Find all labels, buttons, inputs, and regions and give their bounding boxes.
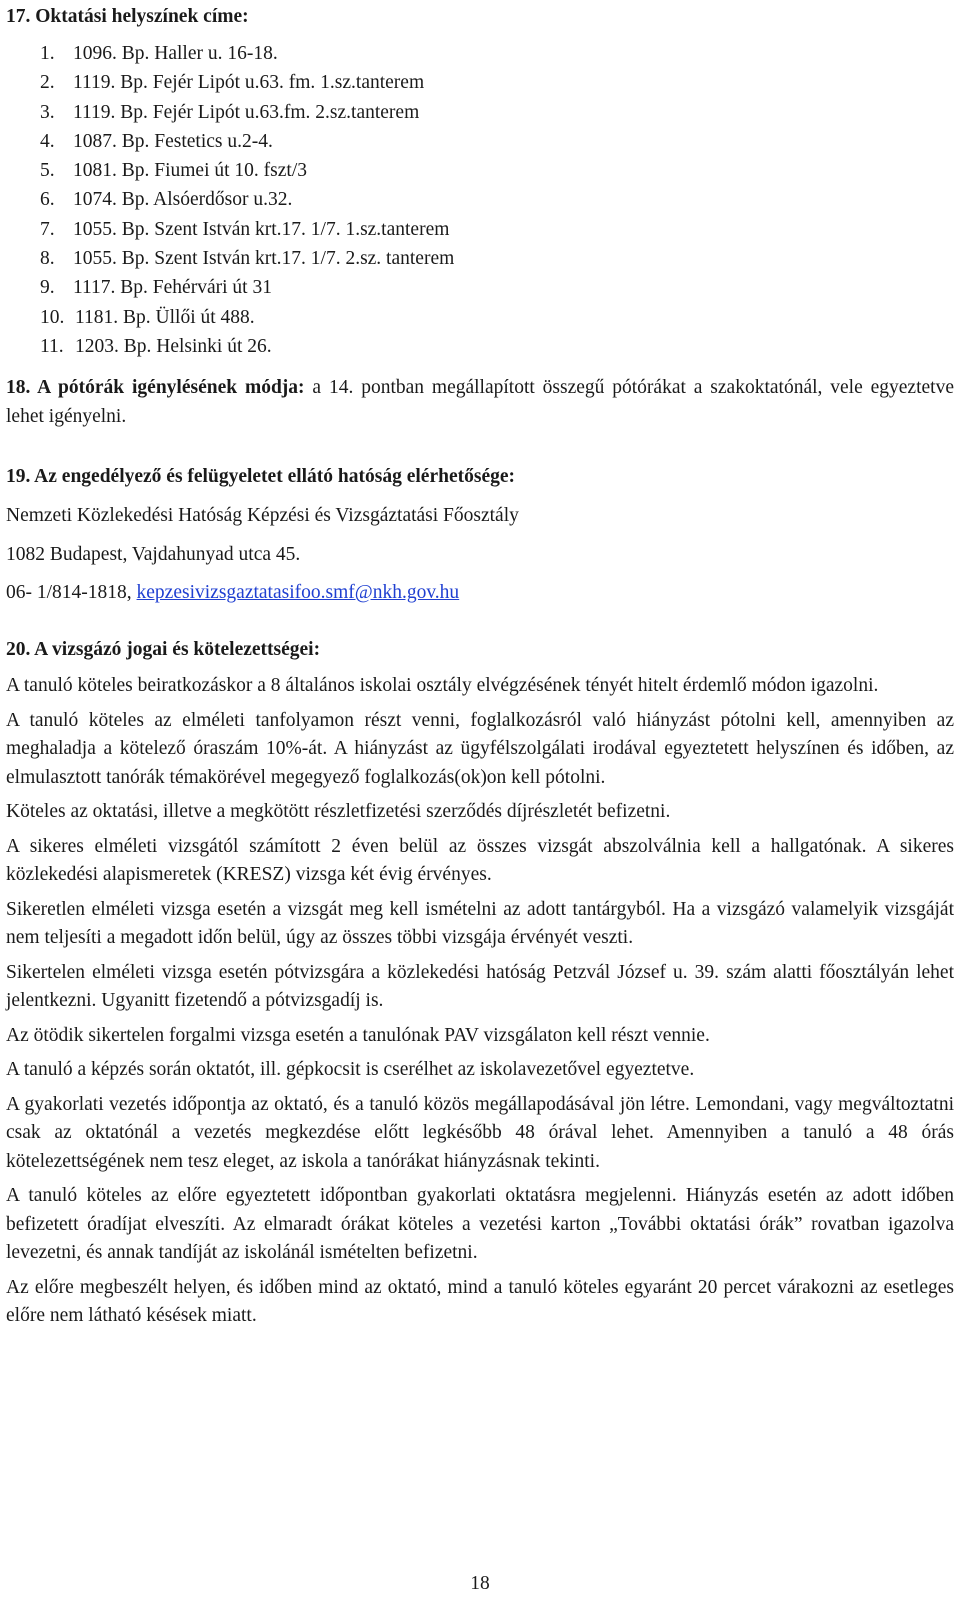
address-number: 10. <box>40 306 65 328</box>
address-item <box>40 185 454 214</box>
address-text: 1203. Bp. Helsinki út 26. <box>75 335 272 357</box>
authority-phone: 06- 1/814-1818, <box>6 582 137 603</box>
address-list <box>40 39 454 361</box>
address-text: 1096. Bp. Haller u. 16-18. <box>73 43 278 64</box>
section-17 <box>6 2 954 32</box>
address-number: 9. <box>40 277 55 299</box>
address-text: 1087. Bp. Festetics u.2-4. <box>73 130 273 152</box>
section-17-title: 17. Oktatási helyszínek címe: <box>6 6 249 27</box>
rights-paragraph: A gyakorlati vezetés időpontja az oktató, és a tanuló közös megállapodásával jön létre. Lemondani, vagy megváltoztatni csak az oktatónál a vezetés megkezdése előtt legkésőbb 48 órával lehet. Amennyiben a tanuló a 48 órás kötelezettségének nem tesz eleget, az iskola a tanórákat hiányzásnak tekinti. <box>6 1093 954 1172</box>
authority-address: 1082 Budapest, Vajdahunyad utca 45. <box>6 543 301 565</box>
address-text: 1119. Bp. Fejér Lipót u.63.fm. 2.sz.tanterem <box>73 101 420 123</box>
address-text: 1055. Bp. Szent István krt.17. 1/7. 2.sz. tanterem <box>73 248 455 270</box>
address-item <box>40 39 454 68</box>
address-item <box>40 273 454 302</box>
address-item <box>40 68 454 97</box>
rights-paragraph: A sikeres elméleti vizsgától számított 2 éven belül az összes vizsgát abszolválnia kell a hallgatónak. A sikeres közlekedési alapismeretek (KRESZ) vizsga két évig érvényes. <box>6 835 954 885</box>
address-item <box>40 98 454 127</box>
rights-paragraph: Az ötödik sikertelen forgalmi vizsga esetén a tanulónak PAV vizsgálaton kell részt vennie. <box>6 1024 710 1046</box>
address-text: 1119. Bp. Fejér Lipót u.63. fm. 1.sz.tanterem <box>73 72 425 94</box>
address-text: 1081. Bp. Fiumei út 10. fszt/3 <box>73 160 307 182</box>
address-number: 1. <box>40 43 55 64</box>
rights-paragraph: Sikertelen elméleti vizsga esetén pótvizsgára a közlekedési hatóság Petzvál József u. 39. szám alatti főosztályán lehet jelentkezni. Ugyanitt fizetendő a pótvizsgadíj is. <box>6 961 954 1011</box>
section-19-title: 19. Az engedélyező és felügyeletet ellátó hatóság elérhetősége: <box>6 466 515 487</box>
rights-paragraph: Az előre megbeszélt helyen, és időben mind az oktató, mind a tanuló köteles egyaránt 20 percet várakozni az esetleges előre nem látható késések miatt. <box>6 1276 954 1326</box>
address-number: 8. <box>40 248 55 270</box>
authority-email-link[interactable]: kepzesivizsgaztatasifoo.smf@nkh.gov.hu <box>136 582 460 603</box>
address-number: 7. <box>40 218 55 240</box>
rights-paragraph: Köteles az oktatási, illetve a megkötött részletfizetési szerződés díjrészletét befizetni. <box>6 801 671 822</box>
address-item <box>40 127 454 156</box>
section-18-paragraph <box>6 374 954 431</box>
rights-paragraph: A tanuló köteles beiratkozáskor a 8 általános iskolai osztály elvégzésének tényét hitelt érdemlő módon igazolni. <box>6 675 879 696</box>
address-item <box>40 332 454 361</box>
address-item <box>40 156 454 185</box>
authority-name: Nemzeti Közlekedési Hatóság Képzési és Vizsgáztatási Főosztály <box>6 505 519 526</box>
section-19 <box>6 462 954 608</box>
section-18 <box>6 374 954 431</box>
address-item <box>40 215 454 244</box>
address-text: 1055. Bp. Szent István krt.17. 1/7. 1.sz.tanterem <box>73 218 450 240</box>
rights-paragraph: Sikeretlen elméleti vizsga esetén a vizsgát meg kell ismételni az adott tantárgyból. Ha a vizsgázó valamelyik vizsgáját nem teljesíti a megadott időn belül, úgy az összes többi vizsgája érvényét veszti. <box>6 898 954 948</box>
address-text: 1117. Bp. Fehérvári út 31 <box>73 277 272 299</box>
address-number: 11. <box>40 335 64 357</box>
address-item <box>40 303 454 332</box>
address-text: 1074. Bp. Alsóerdősor u.32. <box>73 189 293 211</box>
section-18-title: 18. A pótórák igénylésének módja: <box>6 377 305 398</box>
rights-paragraph: A tanuló köteles az előre egyeztetett időpontban gyakorlati oktatásra megjelenni. Hiányzás esetén az adott időben befizetett óradíjat elveszíti. Az elmaradt órákat köteles a vezetési karton „További oktatási órák” rovatban igazolva levezetni, és annak tandíját az iskolánál ismételten befizetni. <box>6 1185 954 1263</box>
address-number: 5. <box>40 160 55 182</box>
section-18-text: a 14. pontban megállapított összegű pótórákat a szakoktatónál, vele egyeztetve lehet igényelni. <box>6 377 954 427</box>
rights-paragraph: A tanuló a képzés során oktatót, ill. gépkocsit is cserélhet az iskolavezetővel egyeztetve. <box>6 1059 695 1080</box>
address-item <box>40 244 454 273</box>
rights-paragraph: A tanuló köteles az elméleti tanfolyamon részt venni, foglalkozásról való hiányzást pótolni kell, amennyiben az meghaladja a kötelező óraszám 10%-át. A hiányzást az ügyfélszolgálati irodával egyeztetett helyszínen és időben, az elmulasztott tanórák témakörével megegyező foglalkozás(ok)on kell pótolni. <box>6 709 954 788</box>
section-20 <box>6 635 954 1331</box>
section-20-title: 20. A vizsgázó jogai és kötelezettségei: <box>6 639 321 660</box>
address-number: 3. <box>40 101 55 123</box>
address-number: 6. <box>40 189 55 211</box>
authority-contact <box>6 579 954 608</box>
address-number: 4. <box>40 130 55 152</box>
address-number: 2. <box>40 72 55 94</box>
page-number: 18 <box>470 1573 490 1594</box>
address-text: 1181. Bp. Üllői út 488. <box>75 306 255 328</box>
